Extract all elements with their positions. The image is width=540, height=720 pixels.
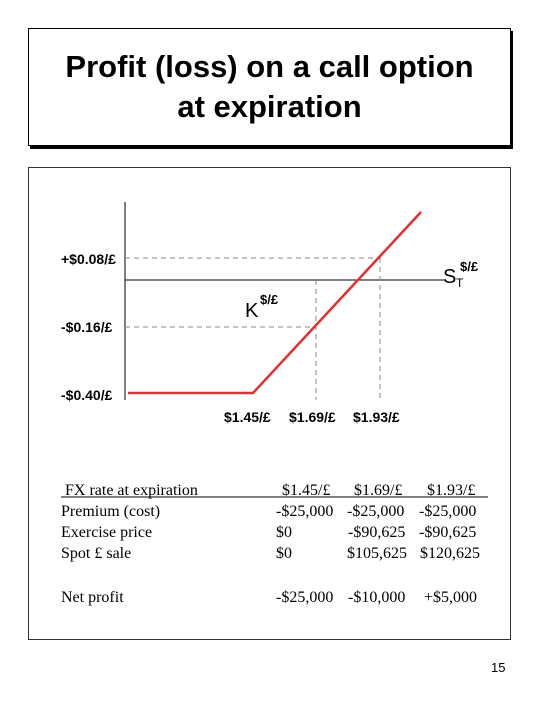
- row-premium-val-1: -$25,000: [347, 503, 405, 520]
- row-spot-label: Spot £ sale: [61, 545, 132, 562]
- page-title: Profit (loss) on a call option at expiration: [65, 49, 474, 124]
- row-fx-label: FX rate at expiration: [65, 482, 198, 499]
- row-premium-val-0: -$25,000: [276, 503, 334, 520]
- row-exercise-val-1: -$90,625: [348, 524, 406, 541]
- y-label-plus008: +$0.08/£: [61, 251, 116, 267]
- row-exercise-label: Exercise price: [61, 524, 153, 541]
- row-fx-val-0: $1.45/£: [282, 482, 331, 499]
- spot-sup-label: $/£: [460, 259, 479, 274]
- row-spot-val-2: $120,625: [420, 545, 480, 562]
- spot-sub-label: T: [456, 276, 464, 290]
- row-net-val-0: -$25,000: [276, 589, 334, 606]
- row-spot-val-1: $105,625: [347, 545, 407, 562]
- spot-label: S: [443, 266, 457, 288]
- page-number: 15: [491, 660, 506, 675]
- row-fx-val-1: $1.69/£: [354, 482, 403, 499]
- row-exercise-val-2: -$90,625: [419, 524, 477, 541]
- row-net-val-1: -$10,000: [348, 589, 406, 606]
- row-spot-val-0: $0: [276, 545, 292, 562]
- row-net-label: Net profit: [61, 589, 124, 606]
- row-premium-val-2: -$25,000: [419, 503, 477, 520]
- row-net-val-2: +$5,000: [424, 589, 478, 606]
- row-exercise-val-0: $0: [276, 524, 292, 541]
- strike-sup-label: $/£: [260, 292, 279, 307]
- y-label-minus040: -$0.40/£: [61, 387, 113, 403]
- y-label-minus016: -$0.16/£: [61, 319, 113, 335]
- row-fx-val-2: $1.93/£: [427, 482, 476, 499]
- strike-label: K: [245, 300, 259, 322]
- x-label-145: $1.45/£: [224, 409, 271, 425]
- row-premium-label: Premium (cost): [61, 503, 161, 520]
- x-label-169: $1.69/£: [289, 409, 336, 425]
- x-label-193: $1.93/£: [353, 409, 400, 425]
